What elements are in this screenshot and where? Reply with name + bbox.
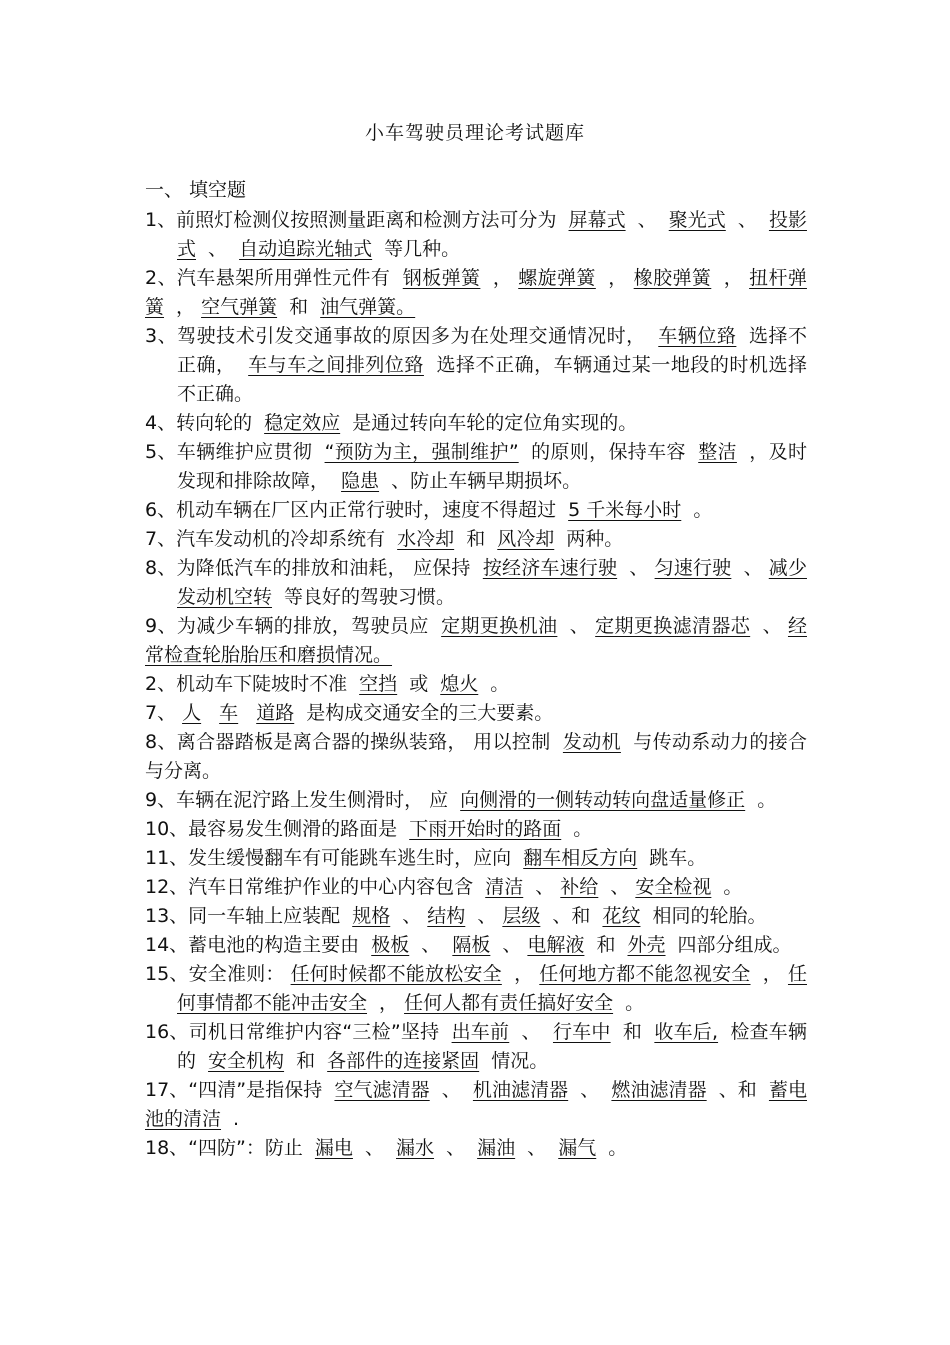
question-text: ，及时发现和排除故障， [177,441,807,492]
question-text: 选择不正确， [177,325,807,376]
answer-blank: 隔板 [452,934,491,956]
question-text: 、 [415,934,447,956]
question-item [145,322,807,409]
answer-blank: 外壳 [627,934,666,956]
question-text: 5、车辆维护应贯彻 [145,441,319,463]
answer-blank: 任何事情都不能冲击安全 [177,963,807,1014]
question-item [145,438,807,496]
answer-blank: 补给 [560,876,599,898]
answer-blank: 钢板弹簧 [402,267,481,289]
question-text: 和 [590,934,622,956]
question-text: 9、为减少车辆的排放，驾驶员应 [145,615,436,637]
question-item [145,612,807,670]
question-item [145,699,807,728]
question-text: 16、司机日常维护内容“三检”坚持 [145,1021,446,1043]
answer-blank: 车 [219,702,239,724]
question-text: 、 [471,905,497,927]
question-text: 是通过转向车轮的定位角实现的。 [346,412,638,434]
question-text: 、 [631,209,663,231]
question-item [145,1076,807,1134]
answer-blank: 安全检视 [635,876,712,898]
answer-blank: 隐患 [341,470,380,492]
question-text: 、 [521,1137,553,1159]
answer-blank: 清洁 [485,876,524,898]
answer-blank: 空气弹簧 [201,296,278,318]
question-text: 、 [358,1137,391,1159]
question-item [145,496,807,525]
answer-blank: “预防为主，强制维护” [324,441,519,463]
question-text: 或 [403,673,435,695]
answer-blank: 车与车之间排列位臵 [248,354,424,376]
question-text: 、 [435,1079,467,1101]
answer-blank: 5 千米每小时 [568,499,682,521]
question-text: 18、“四防”：防止 [145,1137,309,1159]
question-text: 是构成交通安全的三大要素。 [300,702,554,724]
answer-blank: 结构 [427,905,466,927]
question-text: 、 [731,209,763,231]
question-text: 情况。 [485,1050,549,1072]
question-item [145,264,807,322]
question-text: 和 [460,528,492,550]
question-item [145,902,807,931]
answer-blank: 极板 [371,934,410,956]
answer-blank: 经常检查轮胎胎压和磨损情况。 [145,615,807,666]
question-text: 15、安全准则： [145,963,285,985]
question-text: 的原则，保持车容 [524,441,693,463]
question-text: 3、驾驶技术引发交通事故的原因多为在处理交通情况时， [145,325,653,347]
question-text: 、 [563,615,590,637]
question-text: 10、最容易发生侧滑的路面是 [145,818,404,840]
question-item [145,844,807,873]
answer-blank: 机油滤清器 [472,1079,569,1101]
question-item [145,815,807,844]
question-text: 、 [529,876,555,898]
answer-blank: 收车后, [654,1021,719,1043]
question-text: 跳车。 [643,847,707,869]
answer-blank: 层级 [502,905,541,927]
answer-blank: 聚光式 [668,209,726,231]
answer-blank: 各部件的连接紧固 [327,1050,480,1072]
question-item [145,1134,807,1163]
answer-blank: 螺旋弹簧 [518,267,596,289]
question-item [145,960,807,1018]
question-item [145,873,807,902]
answer-blank: 任何时候都不能放松安全 [290,963,502,985]
question-text: 17、“四清”是指保持 [145,1079,329,1101]
question-text: 、 [440,1137,472,1159]
question-text: 两种。 [560,528,624,550]
question-item [145,728,807,786]
answer-blank: 发动机 [562,731,621,753]
answer-blank: 按经济车速行驶 [482,557,618,579]
question-text: ， [601,267,628,289]
question-text: 等良好的驾驶习惯。 [278,586,456,608]
answer-blank: 投影式 [177,209,807,260]
question-text: 、和 [546,905,597,927]
question-text: 1、前照灯检测仪按照测量距离和检测方法可分为 [145,209,563,231]
question-text: 相同的轮胎。 [646,905,767,927]
question-text: 7、 [145,702,177,724]
question-item [145,409,807,438]
question-text: 和 [616,1021,649,1043]
answer-blank: 减少发动机空转 [177,557,807,608]
question-text: 。 [687,499,713,521]
question-item [145,554,807,612]
question-text: 9、车辆在泥泞路上发生侧滑时， 应 [145,789,455,811]
question-text: 2、机动车下陡坡时不准 [145,673,354,695]
question-text: 、和 [712,1079,763,1101]
answer-blank: 行车中 [552,1021,611,1043]
answer-blank: 定期更换机油 [441,615,558,637]
question-text: 四部分组成。 [671,934,792,956]
answer-blank: 向侧滑的一侧转动转向盘适量修正 [460,789,746,811]
answer-blank: 风冷却 [497,528,555,550]
answer-blank: 出车前 [451,1021,510,1043]
answer-blank: 漏油 [477,1137,516,1159]
question-text: 等几种。 [378,238,461,260]
question-text: 12、汽车日常维护作业的中心内容包含 [145,876,480,898]
question-text: 、 [756,615,782,637]
question-text: 8、为降低汽车的排放和油耗， 应保持 [145,557,477,579]
question-text: 、 [496,934,522,956]
answer-blank: 电解液 [527,934,585,956]
answer-blank: 漏电 [314,1137,353,1159]
question-text: 、 [396,905,422,927]
answer-blank: 人 [182,702,202,724]
question-text: ， [756,963,782,985]
question-text: 4、转向轮的 [145,412,259,434]
answer-blank: 安全机构 [208,1050,285,1072]
answer-blank: 自动追踪光轴式 [239,238,373,260]
question-text: ， [486,267,513,289]
question-text: 检查车辆的 [177,1021,807,1072]
answer-blank: 下雨开始时的路面 [409,818,562,840]
answer-blank: 规格 [352,905,391,927]
question-item [145,931,807,960]
question-text: 和 [283,296,315,318]
question-text: 选择不正确，车辆通过某一地段的时机选择不正确。 [177,354,807,405]
question-text: ， [373,992,399,1014]
answer-blank: 漏水 [396,1137,435,1159]
answer-blank: 燃油滤清器 [611,1079,707,1101]
answer-blank: 蓄电池的清洁 [145,1079,807,1130]
question-text: 11、发生缓慢翻车有可能跳车逃生时，应向 [145,847,518,869]
answer-blank: 翻车相反方向 [523,847,638,869]
section-heading: 一、 填空题 [145,179,247,201]
question-text: 、 [515,1021,547,1043]
question-text: 。 [717,876,743,898]
answer-blank: 扭杆弹簧 [145,267,807,318]
question-text: 14、蓄电池的构造主要由 [145,934,366,956]
answer-blank: 道路 [256,702,295,724]
question-text: ， [717,267,744,289]
answer-blank: 水冷却 [397,528,455,550]
question-item [145,786,807,815]
question-text: 、 [574,1079,606,1101]
answer-blank: 空挡 [359,673,398,695]
question-text: 。 [484,673,510,695]
answer-blank: 屏幕式 [568,209,626,231]
question-text: ， [170,296,196,318]
question-text: 8、离合器踏板是离合器的操纵装臵， 用以控制 [145,731,557,753]
question-text: 、 [604,876,630,898]
question-text: 和 [290,1050,322,1072]
answer-blank: 任何地方都不能忽视安全 [539,963,751,985]
answer-blank: 油气弹簧。 [320,296,416,318]
question-item [145,525,807,554]
answer-blank: 花纹 [602,905,641,927]
question-item [145,1018,807,1076]
document-body [145,176,807,1163]
question-text: 。 [567,818,593,840]
question-text: 。 [602,1137,628,1159]
answer-blank: 空气滤清器 [334,1079,430,1101]
answer-blank: 熄火 [440,673,479,695]
question-text: 。 [751,789,777,811]
answer-blank: 定期更换滤清器芯 [595,615,751,637]
question-text: 。 [619,992,645,1014]
answer-blank: 稳定效应 [264,412,341,434]
answer-blank: 匀速行驶 [654,557,732,579]
question-text: 2、汽车悬架所用弹性元件有 [145,267,397,289]
question-text: 、防止车辆早期损坏。 [385,470,582,492]
question-text: . [227,1108,240,1130]
page-title: 小车驾驶员理论考试题库 [364,122,585,144]
question-text: 与传动系动力的接合与分离。 [145,731,807,782]
question-text: 、 [737,557,763,579]
question-item [145,670,807,699]
answer-blank: 漏气 [558,1137,597,1159]
question-text: ， [507,963,534,985]
answer-blank: 整洁 [698,441,737,463]
question-text: 6、机动车辆在厂区内正常行驶时，速度不得超过 [145,499,563,521]
answer-blank: 橡胶弹簧 [633,267,712,289]
question-item [145,206,807,264]
answer-blank: 车辆位臵 [658,325,737,347]
question-text: 、 [202,238,234,260]
question-text: 13、同一车轴上应装配 [145,905,347,927]
answer-blank: 任何人都有责任搞好安全 [404,992,614,1014]
question-text: 7、汽车发动机的冷却系统有 [145,528,392,550]
question-text: 、 [623,557,649,579]
